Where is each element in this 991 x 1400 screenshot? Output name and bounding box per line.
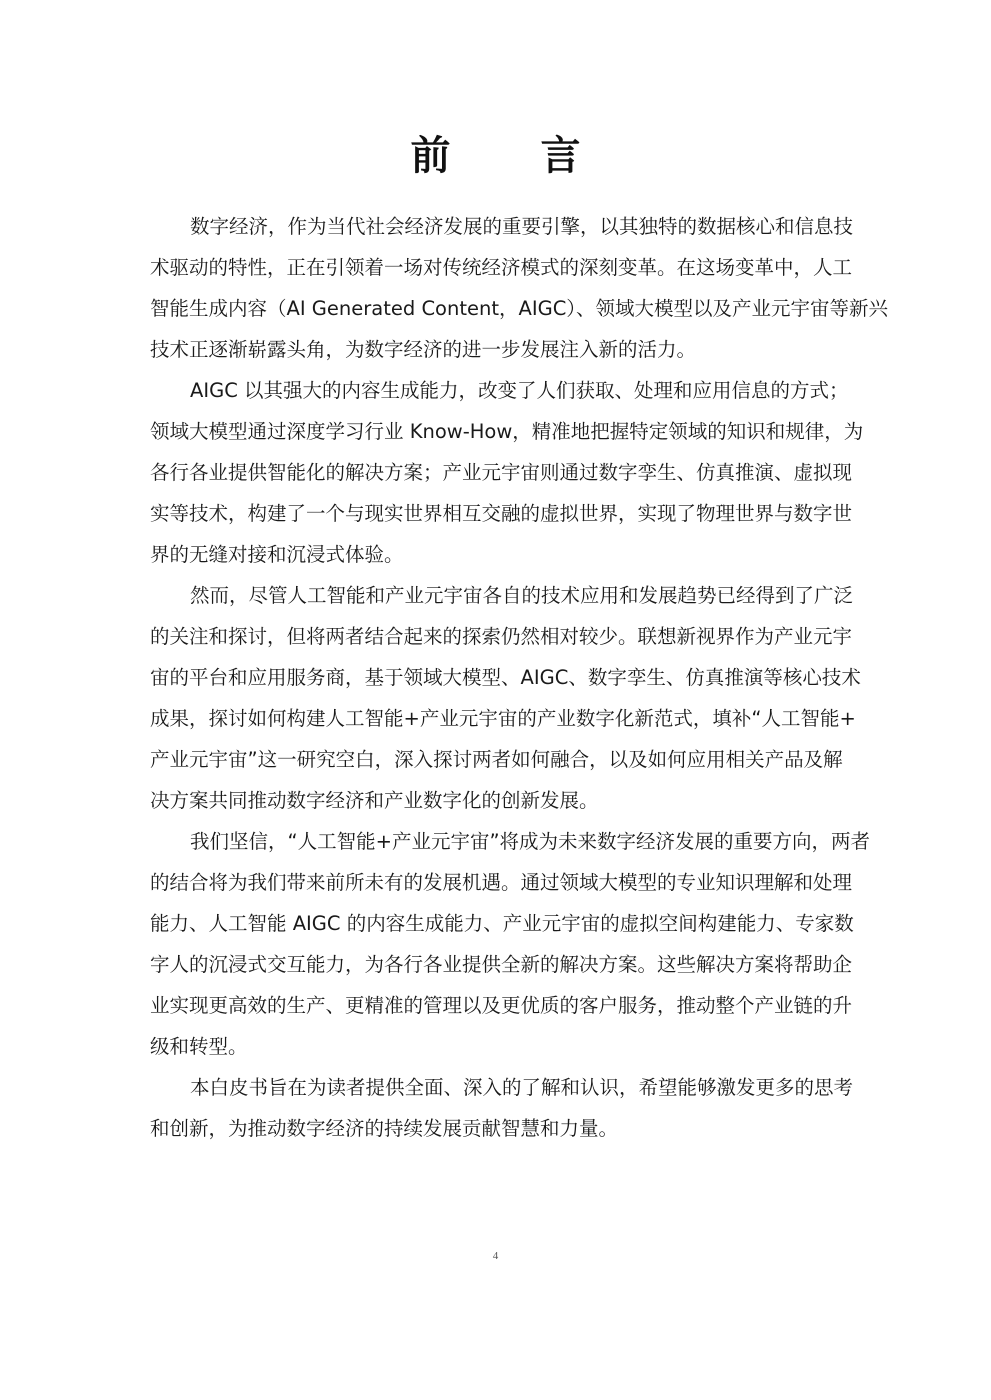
paragraph-line: 决方案共同推动数字经济和产业数字化的创新发展。	[150, 789, 599, 812]
paragraph-line: 产业元宇宙”这一研究空白，深入探讨两者如何融合，以及如何应用相关产品及解	[150, 748, 843, 771]
paragraph-line: AIGC 以其强大的内容生成能力，改变了人们获取、处理和应用信息的方式；	[190, 379, 849, 402]
paragraph-line: 然而，尽管人工智能和产业元宇宙各自的技术应用和发展趋势已经得到了广泛	[190, 584, 854, 607]
paragraph-3	[150, 575, 861, 821]
paragraph-line: 能力、人工智能 AIGC 的内容生成能力、产业元宇宙的虚拟空间构建能力、专家数	[150, 912, 854, 935]
paragraph-line: 实等技术，构建了一个与现实世界相互交融的虚拟世界，实现了物理世界与数字世	[150, 502, 853, 525]
paragraph-line: 各行各业提供智能化的解决方案；产业元宇宙则通过数字孪生、仿真推演、虚拟现	[150, 461, 853, 484]
paragraph-line: 界的无缝对接和沉浸式体验。	[150, 543, 404, 566]
paragraph-line: 术驱动的特性，正在引领着一场对传统经济模式的深刻变革。在这场变革中，人工	[150, 256, 853, 279]
paragraph-1	[150, 206, 889, 370]
paragraph-line: 智能生成内容（AI Generated Content，AIGC）、领域大模型以及产业元宇宙等新兴	[150, 297, 889, 320]
paragraph-line: 领域大模型通过深度学习行业 Know-How，精准地把握特定领域的知识和规律，为	[150, 420, 864, 443]
paragraph-line: 业实现更高效的生产、更精准的管理以及更优质的客户服务，推动整个产业链的升	[150, 994, 853, 1017]
page-number: 4	[492, 1250, 499, 1262]
body-text	[150, 206, 889, 1149]
paragraph-line: 的关注和探讨，但将两者结合起来的探索仍然相对较少。联想新视界作为产业元宇	[150, 625, 853, 648]
paragraph-line: 我们坚信，“人工智能+产业元宇宙”将成为未来数字经济发展的重要方向，两者	[190, 830, 871, 853]
paragraph-line: 技术正逐渐崭露头角，为数字经济的进一步发展注入新的活力。	[150, 338, 697, 361]
paragraph-line: 字人的沉浸式交互能力，为各行各业提供全新的解决方案。这些解决方案将帮助企	[150, 953, 853, 976]
paragraph-line: 和创新，为推动数字经济的持续发展贡献智慧和力量。	[150, 1117, 619, 1140]
paragraph-line: 成果，探讨如何构建人工智能+产业元宇宙的产业数字化新范式，填补“人工智能+	[150, 707, 856, 730]
paragraph-line: 级和转型。	[150, 1035, 248, 1058]
paragraph-line: 的结合将为我们带来前所未有的发展机遇。通过领域大模型的专业知识理解和处理	[150, 871, 853, 894]
paragraph-line: 数字经济，作为当代社会经济发展的重要引擎，以其独特的数据核心和信息技	[190, 215, 854, 238]
paragraph-4	[150, 821, 871, 1067]
paragraph-line: 宙的平台和应用服务商，基于领域大模型、AIGC、数字孪生、仿真推演等核心技术	[150, 666, 861, 689]
paragraph-5	[150, 1067, 854, 1149]
paragraph-line: 本白皮书旨在为读者提供全面、深入的了解和认识，希望能够激发更多的思考	[190, 1076, 854, 1099]
paragraph-2	[150, 370, 864, 575]
page-title: 前 言	[410, 133, 619, 179]
